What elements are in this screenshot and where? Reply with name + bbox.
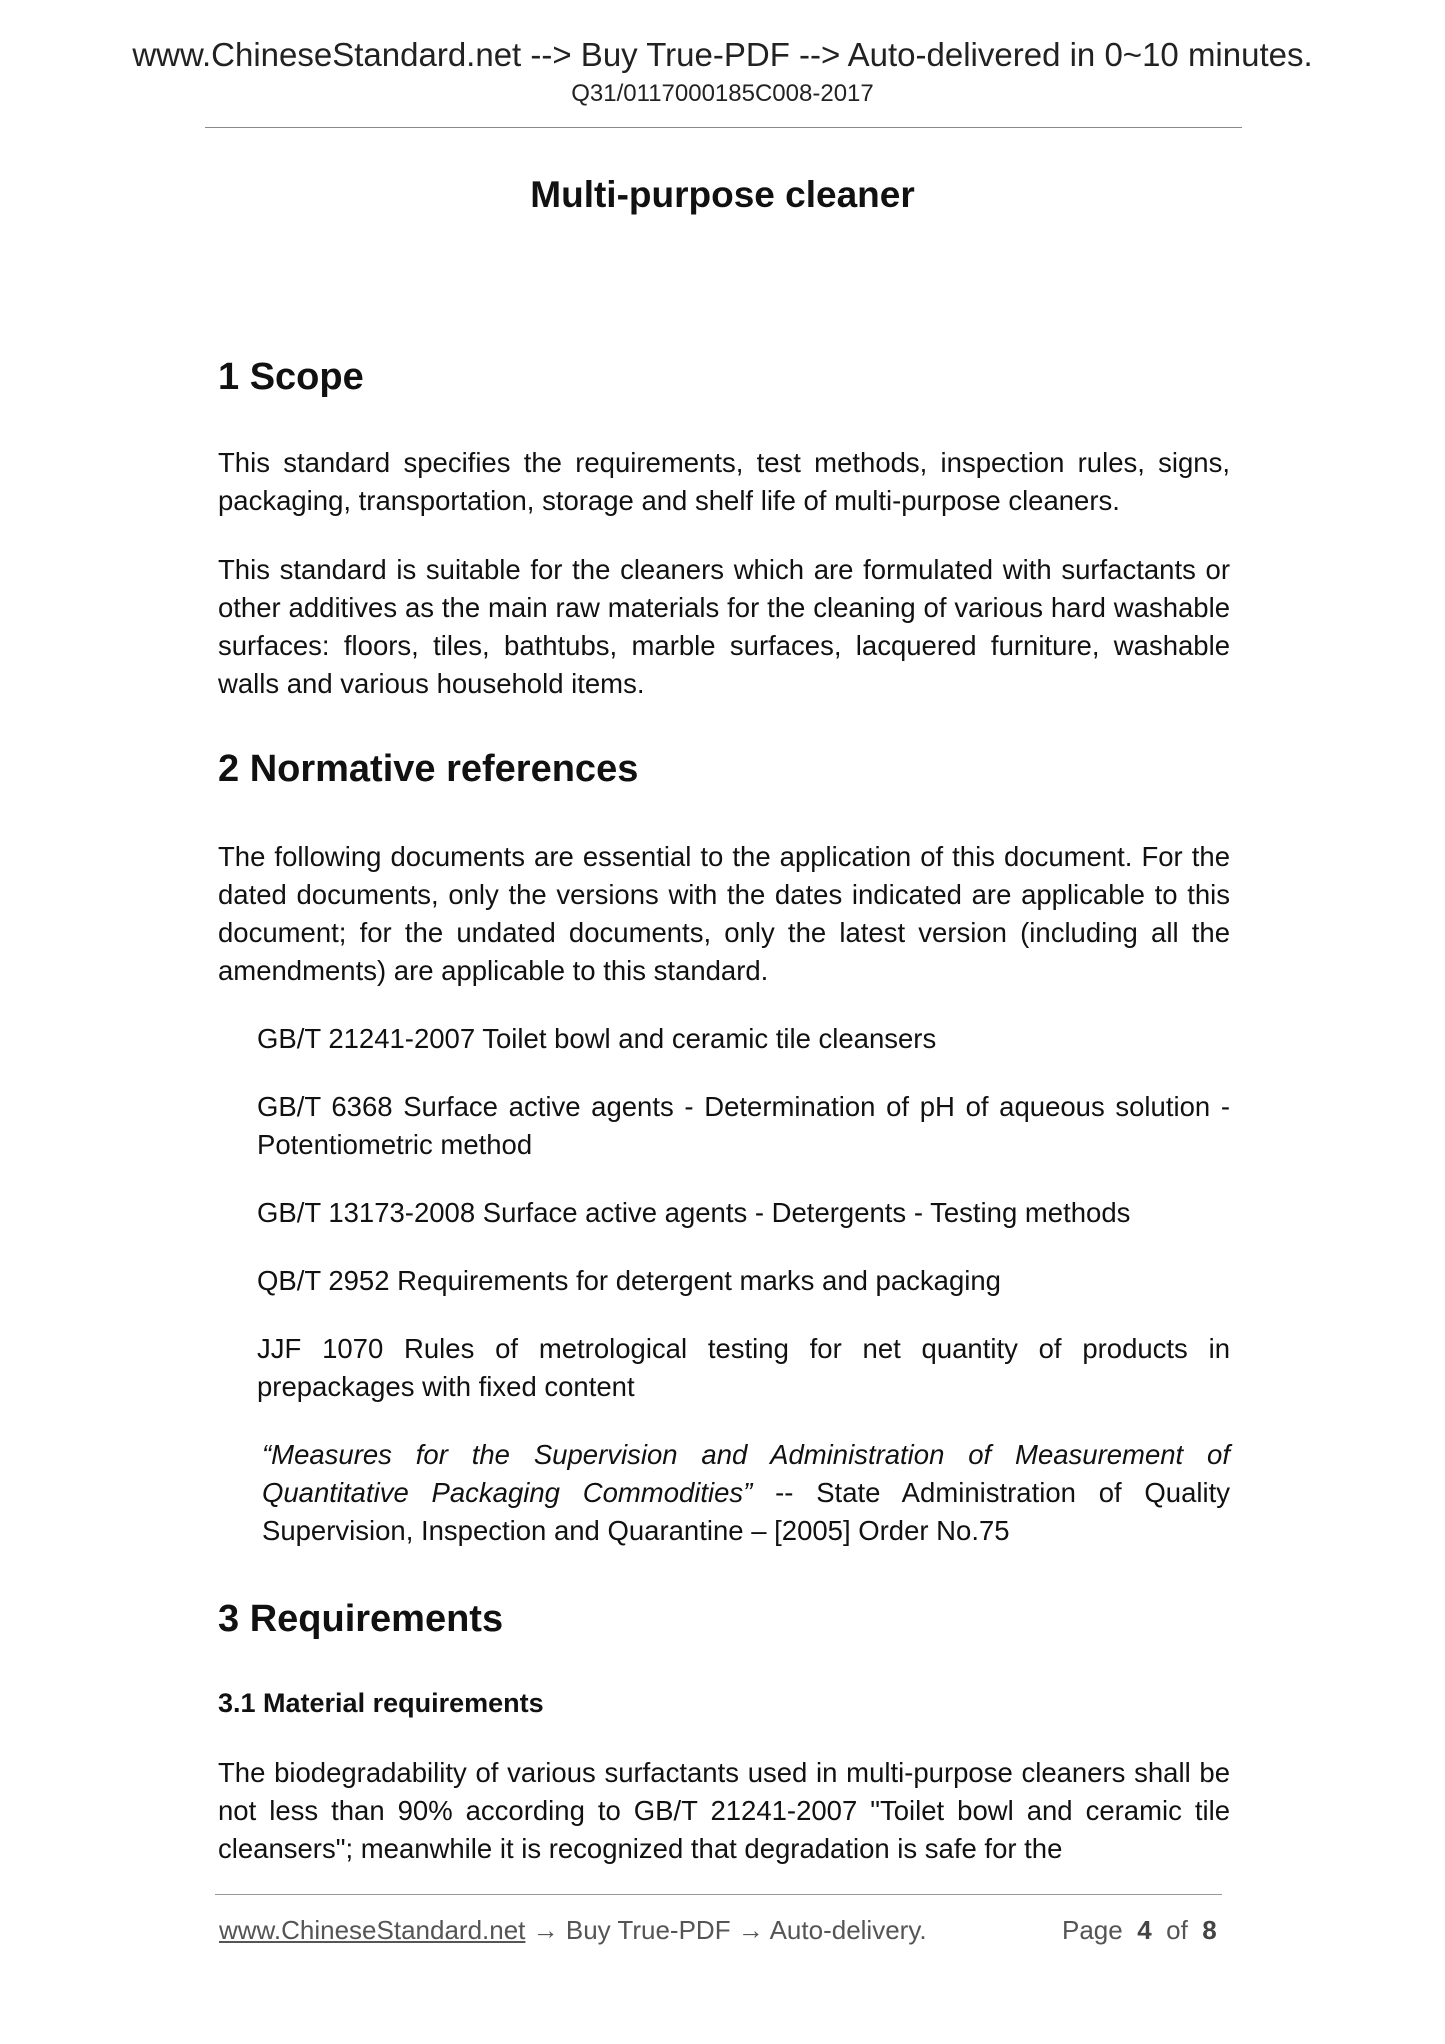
header-banner: www.ChineseStandard.net --> Buy True-PDF --> Auto-delivered in 0~10 minutes.	[132, 36, 1313, 73]
reference-item: GB/T 13173-2008 Surface active agents - Detergents - Testing methods	[257, 1197, 1131, 1228]
material-paragraph: The biodegradability of various surfactants used in multi-purpose cleaners shall be not less than 90% according to GB/T 21241-2007 "Toilet bowl and ceramic tile cleansers"; meanwhile it is recognized that degradation is safe for the	[218, 1757, 1230, 1864]
arrow-right-icon: →	[737, 1915, 764, 1945]
reference-item: GB/T 6368 Surface active agents - Determination of pH of aqueous solution - Potentiometric method	[257, 1091, 1230, 1160]
footer-auto-text: Auto-delivery.	[763, 1915, 927, 1945]
section-heading-normative: 2 Normative references	[218, 748, 639, 790]
measures-title: “Measures for the Supervision and Administration of Measurement of Quantitative Packaging Commodities”	[262, 1439, 1230, 1508]
scope-paragraph-1: This standard specifies the requirements, test methods, inspection rules, signs, packaging, transportation, storage and shelf life of multi-purpose cleaners.	[218, 447, 1230, 516]
measures-issuer: -- State Administration of Quality Supervision, Inspection and Quarantine – [2005] Order No.75	[262, 1477, 1230, 1546]
page-total: 8	[1202, 1915, 1217, 1945]
section-heading-scope: 1 Scope	[218, 356, 364, 398]
normative-intro: The following documents are essential to the application of this document. For the dated documents, only the versions with the dates indicated are applicable to this document; for the undated documents, only the latest version (including all the amendments) are applicable to this standard.	[218, 841, 1230, 986]
reference-item: GB/T 21241-2007 Toilet bowl and ceramic tile cleansers	[257, 1023, 937, 1054]
document-code: Q31/0117000185C008-2017	[571, 80, 874, 107]
footer-divider	[215, 1894, 1222, 1895]
subsection-heading-material: 3.1 Material requirements	[218, 1688, 544, 1718]
reference-item: JJF 1070 Rules of metrological testing for net quantity of products in prepackages with fixed content	[257, 1333, 1230, 1402]
reference-item: QB/T 2952 Requirements for detergent marks and packaging	[257, 1265, 1001, 1296]
footer-promo	[219, 1915, 927, 1946]
footer-buy-text: Buy True-PDF	[558, 1915, 738, 1945]
header-divider	[205, 127, 1242, 128]
section-heading-requirements: 3 Requirements	[218, 1598, 504, 1640]
scope-paragraph-2: This standard is suitable for the cleaners which are formulated with surfactants or other additives as the main raw materials for the cleaning of various hard washable surfaces: floors, tiles, bathtubs, marble surfaces, lacquered furniture, washable walls and various household items.	[218, 554, 1230, 699]
page-label: Page	[1062, 1915, 1123, 1945]
arrow-right-icon: →	[532, 1915, 559, 1945]
of-label: of	[1166, 1915, 1188, 1945]
reference-item-measures	[262, 1436, 1230, 1550]
page-number: 4	[1137, 1915, 1152, 1945]
document-title: Multi-purpose cleaner	[530, 174, 915, 215]
page-indicator	[1062, 1915, 1217, 1946]
footer-site-link[interactable]: www.ChineseStandard.net	[219, 1915, 526, 1945]
